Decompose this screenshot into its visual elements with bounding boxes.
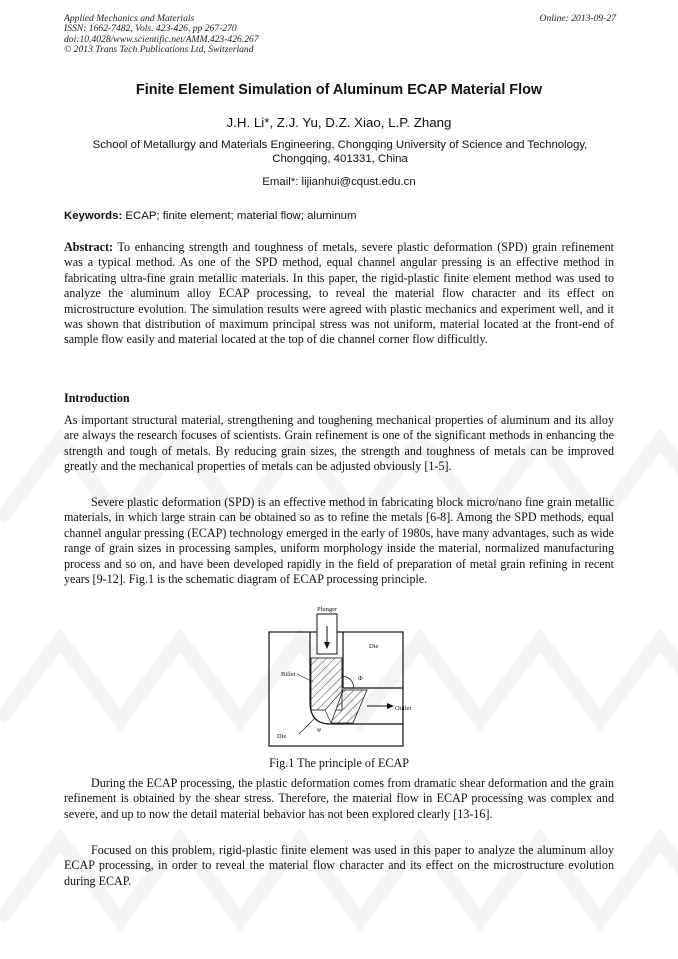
abstract-label: Abstract:: [64, 240, 114, 254]
phi-label: Φ: [358, 675, 363, 682]
author-email: Email*: lijianhui@cqust.edu.cn: [262, 176, 416, 188]
abstract-text: To enhancing strength and toughness of metals, severe plastic deformation (SPD) grain refinement was a typical method. As one of the SPD method, equal channel angular pressing is an effective method in fabricating ultra-fine grain metallic materials. In this paper, the rigid-plastic finite element method was used to analyze the aluminum alloy ECAP processing, to reveal the material flow character and its effect on microstructure evolution. The simulation results were agreed with plastic mechanics and experiment well, and it was shown that distribution of maximum principal stress was not uniform, material located at the front-end of sample flow easily and material located at the top of die channel corner flow difficultly.: [64, 240, 614, 347]
author-list: J.H. Li*, Z.J. Yu, D.Z. Xiao, L.P. Zhang: [226, 115, 452, 130]
affiliation: [62, 138, 618, 166]
intro-paragraph-1: As important structural material, strengthening and toughening mechanical properties of aluminum and its alloy are always the research focuses of scientists. Grain refinement is one of the significant methods in enhancing the strength and tough of metals. By reducing grain sizes, the strength and toughness of metals can be improved greatly and the mechanical properties of metals can be adjusted obviously [1-5].: [64, 413, 614, 474]
die-bottom-label: Die: [277, 733, 287, 740]
psi-label: Ψ: [317, 728, 322, 734]
journal-name: Applied Mechanics and Materials: [64, 13, 195, 24]
body-paragraph-4: Focused on this problem, rigid-plastic finite element was used in this paper to analyze the aluminum alloy ECAP processing, in order to reveal the material flow character and its effect on the microstructure evolution during ECAP.: [64, 843, 614, 888]
ecap-diagram: [255, 602, 425, 754]
intro-paragraph-2: Severe plastic deformation (SPD) is an effective method in fabricating block micro/nano fine grain metallic materials, in which large strain can be obtained so as to refine the metals [6-8]. Among the SPD methods, equal channel angular pressing (ECAP) technology emerged in the early of 1980s, have many advantages, such as wide range of grain sizes in processing samples, uniform morphology inside the material, normalized manufacturing process and so on, and have been developed rapidly in the field of preparation of metal grain refining in recent years [9-12]. Fig.1 is the schematic diagram of ECAP processing principle.: [64, 495, 614, 587]
journal-header: [64, 14, 259, 56]
online-date: Online: 2013-09-27: [539, 13, 616, 24]
doi-line: doi:10.4028/www.scientific.net/AMM.423-426.267: [64, 33, 259, 45]
affiliation-line-1: School of Metallurgy and Materials Engineering, Chongqing University of Science and Technology,: [92, 139, 588, 151]
keywords: [64, 210, 616, 222]
die-top-label: Die: [369, 643, 379, 650]
outlet-label: Outlet: [395, 705, 412, 712]
abstract: [64, 240, 614, 348]
keywords-text: ECAP; finite element; material flow; aluminum: [125, 210, 357, 222]
keywords-label: Keywords:: [64, 210, 123, 222]
figure-caption: Fig.1 The principle of ECAP: [269, 756, 409, 770]
copyright-line: © 2013 Trans Tech Publications Ltd, Switzerland: [64, 44, 254, 56]
affiliation-line-2: Chongqing, 401331, China: [272, 153, 408, 166]
issn-line: ISSN: 1662-7482, Vols. 423-426, pp 267-270: [64, 23, 237, 35]
paper-title: Finite Element Simulation of Aluminum ECAP Material Flow: [135, 82, 543, 98]
plunger-label: Plunger: [317, 606, 338, 613]
introduction-heading: Introduction: [64, 391, 130, 405]
body-paragraph-3: During the ECAP processing, the plastic deformation comes from dramatic shear deformation and the grain refinement is obtained by the shear stress. Therefore, the material flow in ECAP processing was complex and severe, and up to now the detail material behavior has not been explored clearly [13-16].: [64, 776, 614, 821]
billet-label: Billet: [281, 671, 296, 678]
